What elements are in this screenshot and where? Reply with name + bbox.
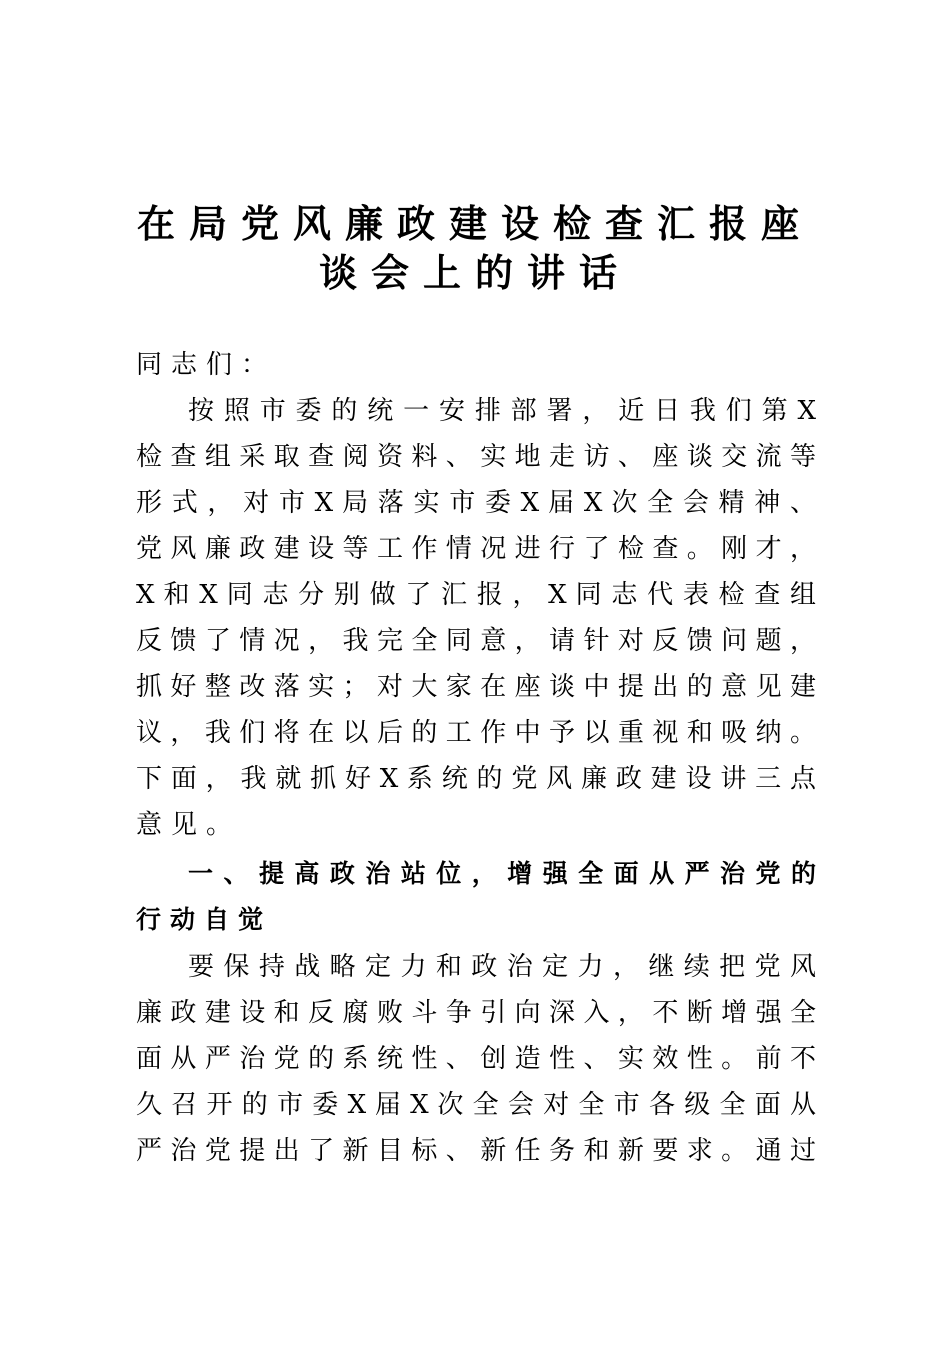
- paragraph-1-line-2: 检 查 组 采 取 查 阅 资 料 、 实 地 走 访 、 座 谈 交 流 等: [136, 442, 816, 472]
- document-title-line-1: 在局党风廉政建设检查汇报座: [136, 202, 813, 246]
- paragraph-1-line-6: 反 馈 了 情 况 ， 我 完 全 同 意 ， 请 针 对 反 馈 问 题 ，: [136, 626, 816, 656]
- section-heading-1-line-1: 一 、 提 高 政 治 站 位 ， 增 强 全 面 从 严 治 党 的: [188, 859, 816, 888]
- paragraph-1-line-9: 下 面 ， 我 就 抓 好 X 系 统 的 党 风 廉 政 建 设 讲 三 点: [136, 764, 816, 794]
- paragraph-2-line-4: 久 召 开 的 市 委 X 届 X 次 全 会 对 全 市 各 级 全 面 从: [136, 1090, 816, 1120]
- section-heading-1-line-2: 行动自觉: [136, 905, 273, 934]
- paragraph-2-line-1: 要 保 持 战 略 定 力 和 政 治 定 力 ， 继 续 把 党 风: [188, 952, 816, 982]
- paragraph-2-line-3: 面 从 严 治 党 的 系 统 性 、 创 造 性 、 实 效 性 。 前 不: [136, 1044, 816, 1074]
- document-title-line-2: 谈会上的讲话: [318, 251, 631, 295]
- paragraph-2-line-2: 廉 政 建 设 和 反 腐 败 斗 争 引 向 深 入 ， 不 断 增 强 全: [136, 998, 816, 1028]
- paragraph-1-line-1: 按 照 市 委 的 统 一 安 排 部 署 ， 近 日 我 们 第 X: [188, 396, 816, 426]
- paragraph-1-line-8: 议 ， 我 们 将 在 以 后 的 工 作 中 予 以 重 视 和 吸 纳 。: [136, 718, 816, 748]
- paragraph-1-line-4: 党 风 廉 政 建 设 等 工 作 情 况 进 行 了 检 查 。 刚 才 ，: [136, 534, 816, 564]
- salutation: 同志们：: [136, 350, 277, 380]
- paragraph-1-line-10: 意见。: [136, 810, 242, 840]
- paragraph-1-line-7: 抓 好 整 改 落 实 ； 对 大 家 在 座 谈 中 提 出 的 意 见 建: [136, 672, 816, 702]
- paragraph-1-line-3: 形 式 ， 对 市 X 局 落 实 市 委 X 届 X 次 全 会 精 神 、: [136, 488, 816, 518]
- paragraph-1-line-5: X 和 X 同 志 分 别 做 了 汇 报 ， X 同 志 代 表 检 查 组: [136, 580, 816, 610]
- paragraph-2-line-5: 严 治 党 提 出 了 新 目 标 、 新 任 务 和 新 要 求 。 通 过: [136, 1136, 816, 1166]
